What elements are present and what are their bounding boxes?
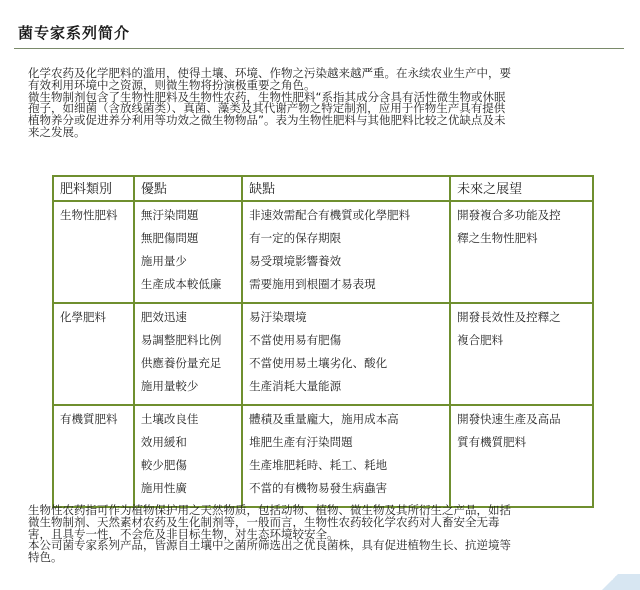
- row-pros: 土壤改良佳 效用緩和 較少肥傷 施用性廣: [134, 405, 242, 507]
- outro-paragraph: [28, 505, 620, 564]
- intro-line: 植物养分或促进养分利用等功效之微生物物品”。表为生物性肥料与其他肥料比较之优缺点及未: [28, 113, 506, 128]
- intro-line: 孢子，如细菌（含放线菌类）、真菌、藻类及其代谢产物之特定制剂，应用于作物生产具有提供: [28, 101, 506, 116]
- row-category: 有機質肥料: [53, 405, 134, 507]
- table-header-row: [53, 176, 593, 201]
- outro-line: 微生物制剂、天然素材农药及生化制剂等，一般而言，生物性农药较化学农药对人畜安全无毒: [28, 514, 500, 529]
- title-divider: [14, 48, 624, 49]
- row-pros: 肥效迅速 易調整肥料比例 供應養份量充足 施用量較少: [134, 303, 242, 405]
- row-pros: 無汙染問題 無肥傷問題 施用量少 生產成本較低廉: [134, 201, 242, 303]
- outro-line: 特色。: [28, 550, 63, 565]
- outro-line: 生物性农药指可作为植物保护用之天然物质，包括动物、植物、微生物及其所衍生之产品，如括: [28, 503, 511, 517]
- row-outlook: 開發複合多功能及控 釋之生物性肥料: [450, 201, 593, 303]
- intro-line: 化学农药及化学肥料的滥用，使得土壤、环境、作物之污染越来越严重。在永续农业生产中，要: [28, 66, 511, 80]
- fertilizer-comparison-table: [52, 175, 594, 508]
- row-category: 生物性肥料: [53, 201, 134, 303]
- outro-line: 本公司菌专家系列产品，皆源自土壤中之菌所筛选出之优良菌株，具有促进植物生长、抗逆境等: [28, 538, 511, 553]
- row-cons: 非速效需配合有機質或化學肥料 有一定的保存期限 易受環境影響養效 需要施用到根圈才易表現: [242, 201, 450, 303]
- table-row: [53, 405, 593, 507]
- intro-line: 来之发展。: [28, 124, 86, 139]
- header-outlook: 未來之展望: [450, 176, 593, 201]
- intro-line: 微生物制剂包含了生物性肥料及生物性农药，生物性肥料“系指其成分含具有活性微生物或休眠: [28, 89, 506, 104]
- outro-line: 害，且具专一性，不会危及非目标生物，对生态环境较安全。: [28, 526, 339, 541]
- table-row: [53, 201, 593, 303]
- table-row: [53, 303, 593, 405]
- header-category: 肥料類別: [53, 176, 134, 201]
- header-cons: 缺點: [242, 176, 450, 201]
- row-outlook: 開發快速生產及高品 質有機質肥料: [450, 405, 593, 507]
- row-category: 化學肥料: [53, 303, 134, 405]
- row-cons: 易汙染環境 不當使用易有肥傷 不當使用易土壤劣化、酸化 生產消耗大量能源: [242, 303, 450, 405]
- row-outlook: 開發長效性及控釋之 複合肥料: [450, 303, 593, 405]
- intro-line: 有效利用环境中之资源，则微生物将扮演极重要之角色。: [28, 77, 316, 92]
- intro-paragraph: [28, 68, 620, 139]
- page-title: 菌专家系列简介: [18, 24, 131, 42]
- header-pros: 優點: [134, 176, 242, 201]
- decorative-corner: [580, 574, 640, 590]
- row-cons: 體積及重量龐大，施用成本高 堆肥生產有汙染問題 生產堆肥耗時、耗工、耗地 不當的有機物易發生病蟲害: [242, 405, 450, 507]
